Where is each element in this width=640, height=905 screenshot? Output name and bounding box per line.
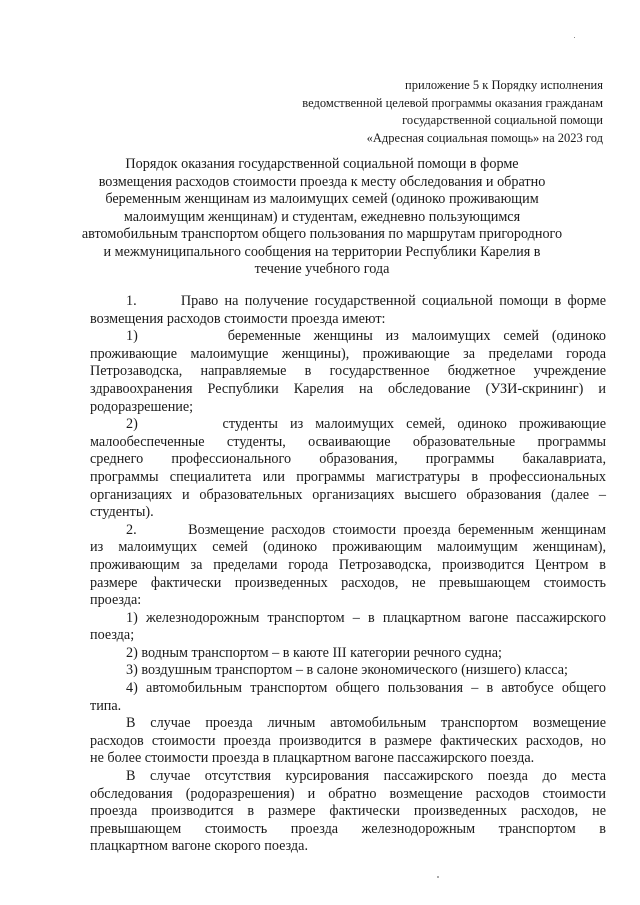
paragraph-line: проживающие малоимущие женщины), проживающие за пределами города: [90, 345, 606, 362]
paragraph-line: не более стоимости проезда в плацкартном вагоне пассажирского поезда.: [90, 750, 535, 767]
appendix-header: [243, 77, 603, 147]
list-item-line: 1) железнодорожным транспортом – в плацкартном вагоне пассажирского: [126, 609, 606, 626]
paragraph-line: расходов стоимости проезда производится в размере фактических расходов, но: [90, 732, 606, 749]
appendix-line: приложение 5 к Порядку исполнения: [405, 78, 603, 92]
list-item-line: 4) автомобильным транспортом общего пользования – в автобусе общего: [126, 680, 606, 697]
paragraph-line: проживающим за пределами города Петрозаводска, производится Центром в: [90, 556, 606, 573]
paragraph-line: 2. Возмещение расходов стоимости проезда беременным женщинам: [126, 521, 606, 538]
paragraph-line: здравоохранения Республики Карелия на обследование (УЗИ-скрининг) и: [90, 380, 606, 397]
paragraph-line: превышающем стоимость проезда железнодорожным транспортом в: [90, 820, 606, 837]
paragraph-line: 2) студенты из малоимущих семей, одиноко проживающие: [126, 416, 606, 433]
list-item-line: 2) водным транспортом – в каюте III категории речного судна;: [126, 644, 502, 661]
paragraph-line: В случае отсутствия курсирования пассажирского поезда до места: [126, 768, 606, 785]
title-line: малоимущим женщинам) и студентам, ежедневно пользующимся: [123, 208, 521, 225]
title-line: автомобильным транспортом общего пользования по маршрутам пригородного: [81, 226, 563, 242]
appendix-line: «Адресная социальная помощь» на 2023 год: [366, 130, 603, 145]
title-line: Порядок оказания государственной социальной помощи в форме: [125, 156, 519, 172]
paragraph-line: из малоимущих семей (одиноко проживающим малоимущим женщинам),: [90, 539, 606, 556]
paragraph-line: программы специалитета или программы магистратуры в профессиональных: [90, 468, 606, 485]
appendix-line: государственной социальной помощи: [402, 113, 603, 127]
list-item-line: 3) воздушным транспортом – в салоне экономического (низшего) класса;: [126, 662, 568, 679]
paragraph-line: студенты).: [90, 504, 154, 521]
paragraph-line: 1. Право на получение государственной социальной помощи в форме: [126, 293, 606, 309]
list-item-line: типа.: [90, 697, 122, 714]
title-line: течение учебного года: [254, 261, 390, 277]
paragraph-line: среднего профессионального образования, программы бакалавриата,: [90, 451, 606, 468]
paragraph-line: родоразрешение;: [90, 398, 194, 415]
document-title: [78, 156, 566, 279]
paragraph-line: обследования (родоразрешения) и обратно возмещение расходов стоимости: [90, 785, 606, 802]
paragraph-line: возмещения расходов стоимости проезда имеют:: [90, 310, 386, 327]
paragraph-line: проезда:: [90, 592, 142, 609]
scan-speck: [437, 876, 439, 878]
paragraph-line: плацкартном вагоне скорого поезда.: [90, 838, 308, 855]
paragraph-line: организациях и образовательных организациях высшего образования (далее –: [90, 486, 606, 503]
scan-speck: [574, 37, 575, 38]
title-line: возмещения расходов стоимости проезда к месту обследования и обратно: [98, 173, 546, 190]
paragraph-line: В случае проезда личным автомобильным транспортом возмещение: [126, 715, 606, 732]
document-body: [90, 293, 606, 856]
paragraph-line: проезда производится в размере фактически произведенных расходов, не: [90, 803, 606, 820]
paragraph-line: 1) беременные женщины из малоимущих семей (одиноко: [126, 328, 606, 345]
paragraph-line: Петрозаводска, направляемые в государственное бюджетное учреждение: [90, 363, 606, 380]
list-item-line: поезда;: [90, 627, 135, 644]
title-line: и межмуниципального сообщения на территории Республики Карелия в: [103, 243, 541, 260]
appendix-line: ведомственной целевой программы оказания гражданам: [302, 95, 603, 110]
paragraph-line: малообеспеченные студенты, осваивающие образовательные программы: [90, 433, 606, 450]
title-line: беременным женщинам из малоимущих семей (одиноко проживающим: [105, 191, 539, 207]
paragraph-line: размере фактически произведенных расходов, не превышающем стоимость: [90, 574, 606, 591]
